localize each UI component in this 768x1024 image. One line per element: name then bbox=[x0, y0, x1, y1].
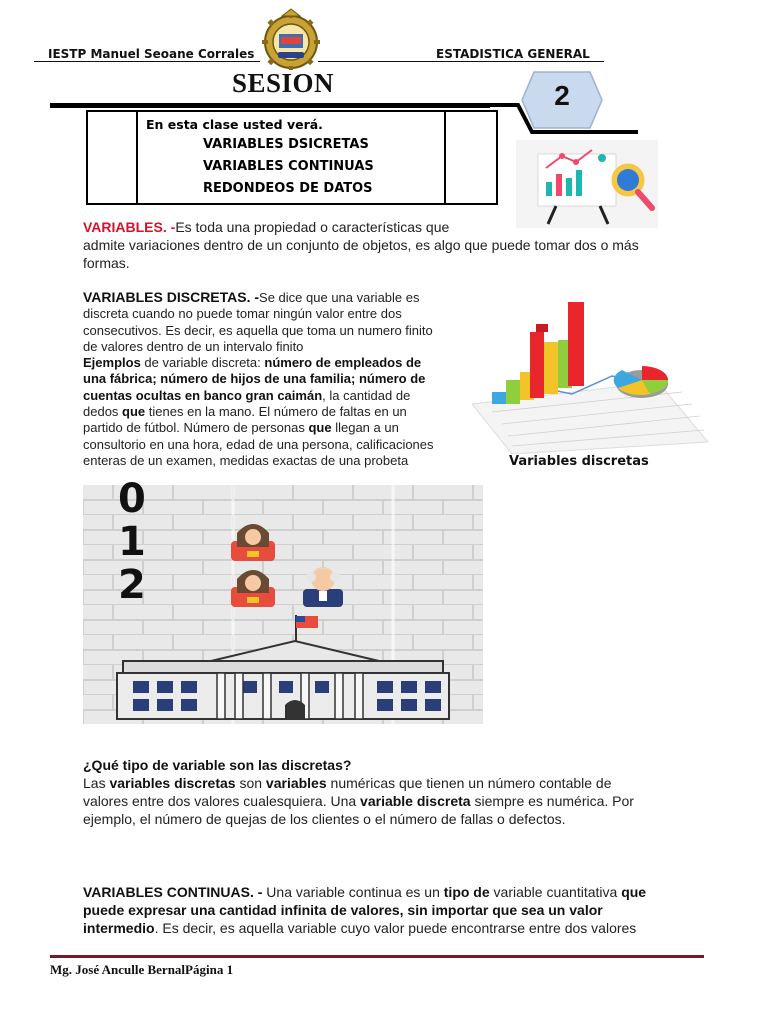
discretas-text: tienes en la mano. El número de faltas en un bbox=[145, 404, 407, 420]
footer-rule bbox=[50, 955, 704, 958]
discretas-text: discreta cuando no puede tomar ningún valor entre dos bbox=[83, 306, 402, 322]
question-text: ejemplo, el número de quejas de los clientes o el número de fallas o defectos. bbox=[83, 811, 566, 827]
variables-term: VARIABLES. - bbox=[83, 219, 176, 235]
discretas-term: VARIABLES DISCRETAS. - bbox=[83, 289, 260, 305]
continuas-bold: puede expresar una cantidad infinita de valores, sin importar que sea un valor bbox=[83, 902, 603, 918]
discretas-text: de variable discreta: bbox=[140, 355, 265, 371]
discretas-text: enteras de un examen, medidas exactas de una probeta bbox=[83, 452, 409, 468]
question-text: siempre es numérica. Por bbox=[470, 793, 634, 809]
continuas-term: VARIABLES CONTINUAS. - bbox=[83, 884, 263, 900]
page-title: SESION bbox=[232, 68, 335, 98]
question-bold: variables bbox=[265, 775, 327, 791]
continuas-bold: tipo de bbox=[443, 884, 490, 900]
examples-label: Ejemplos bbox=[83, 355, 141, 371]
discretas-bold: que bbox=[122, 404, 146, 420]
question-bold: variable discreta bbox=[360, 793, 471, 809]
question-bold: variables discretas bbox=[109, 775, 236, 791]
topics-heading: En esta clase usted verá. bbox=[146, 117, 323, 132]
digit-list bbox=[118, 478, 146, 607]
topic-item: VARIABLES DSICRETAS bbox=[203, 137, 369, 152]
session-number: 2 bbox=[554, 80, 570, 111]
continuas-text: Una variable continua es un bbox=[262, 884, 444, 900]
digit-label: 1 bbox=[118, 519, 146, 565]
question-section bbox=[83, 756, 703, 828]
discrete-chart-illustration bbox=[472, 292, 708, 454]
question-text: valores entre dos valores cualesquiera. Una bbox=[83, 793, 361, 809]
digit-label: 0 bbox=[118, 476, 146, 522]
question-text: numéricas que tienen un número contable de bbox=[326, 775, 612, 791]
discretas-paragraph bbox=[83, 289, 463, 469]
variables-text: formas. bbox=[83, 255, 130, 271]
topics-box-divider-right bbox=[444, 110, 446, 205]
discretas-text: , la cantidad de bbox=[322, 387, 411, 403]
continuas-text: . Es decir, es aquella variable cuyo valor puede encontrarse entre dos valores bbox=[154, 920, 637, 936]
question-heading: ¿Qué tipo de variable son las discretas? bbox=[83, 757, 352, 773]
topics-box-divider-left bbox=[136, 110, 138, 205]
page-footer: Mg. José Anculle BernalPágina 1 bbox=[50, 962, 234, 977]
header-rule-left bbox=[34, 61, 260, 62]
discretas-bold: que bbox=[308, 420, 332, 436]
discretas-bold: una fábrica; número de hijos de una familia; número de bbox=[83, 371, 426, 387]
presentation-chart-icon bbox=[516, 140, 658, 228]
continuas-bold: intermedio bbox=[83, 920, 155, 936]
course-name: ESTADISTICA GENERAL bbox=[436, 47, 590, 61]
continuas-text: variable cuantitativa bbox=[489, 884, 622, 900]
continuas-section bbox=[83, 883, 703, 937]
discretas-text: consultorio en una hora, edad de una persona, calificaciones bbox=[83, 436, 434, 452]
discretas-text: Se dice que una variable es bbox=[259, 290, 420, 305]
discretas-text: partido de fútbol. Número de personas bbox=[83, 420, 309, 436]
chart-caption: Variables discretas bbox=[509, 454, 649, 469]
title-rule bbox=[50, 103, 490, 108]
discretas-text: llegan a un bbox=[331, 420, 399, 436]
question-text: son bbox=[235, 775, 266, 791]
topic-item: VARIABLES CONTINUAS bbox=[203, 159, 374, 174]
continuas-bold: que bbox=[621, 884, 647, 900]
header-rule-right bbox=[318, 61, 604, 62]
discretas-bold: cuentas ocultas en banco gran caimán bbox=[83, 387, 323, 403]
discretas-text: dedos bbox=[83, 404, 123, 420]
discretas-text: consecutivos. Es decir, es aquella que toma un numero finito bbox=[83, 322, 433, 338]
discretas-text: de valores dentro de un intervalo finito bbox=[83, 338, 304, 354]
discretas-bold: número de empleados de bbox=[264, 355, 422, 371]
variables-text: admite variaciones dentro de un conjunto de objetos, es algo que puede tomar dos o más bbox=[83, 237, 639, 253]
variables-paragraph bbox=[83, 218, 639, 272]
variables-text: Es toda una propiedad o características que bbox=[175, 219, 450, 235]
institute-name: IESTP Manuel Seoane Corrales bbox=[48, 47, 255, 61]
question-text: Las bbox=[83, 775, 110, 791]
institute-seal-icon bbox=[258, 8, 324, 70]
digit-label: 2 bbox=[118, 562, 146, 608]
topic-item: REDONDEOS DE DATOS bbox=[203, 181, 373, 196]
